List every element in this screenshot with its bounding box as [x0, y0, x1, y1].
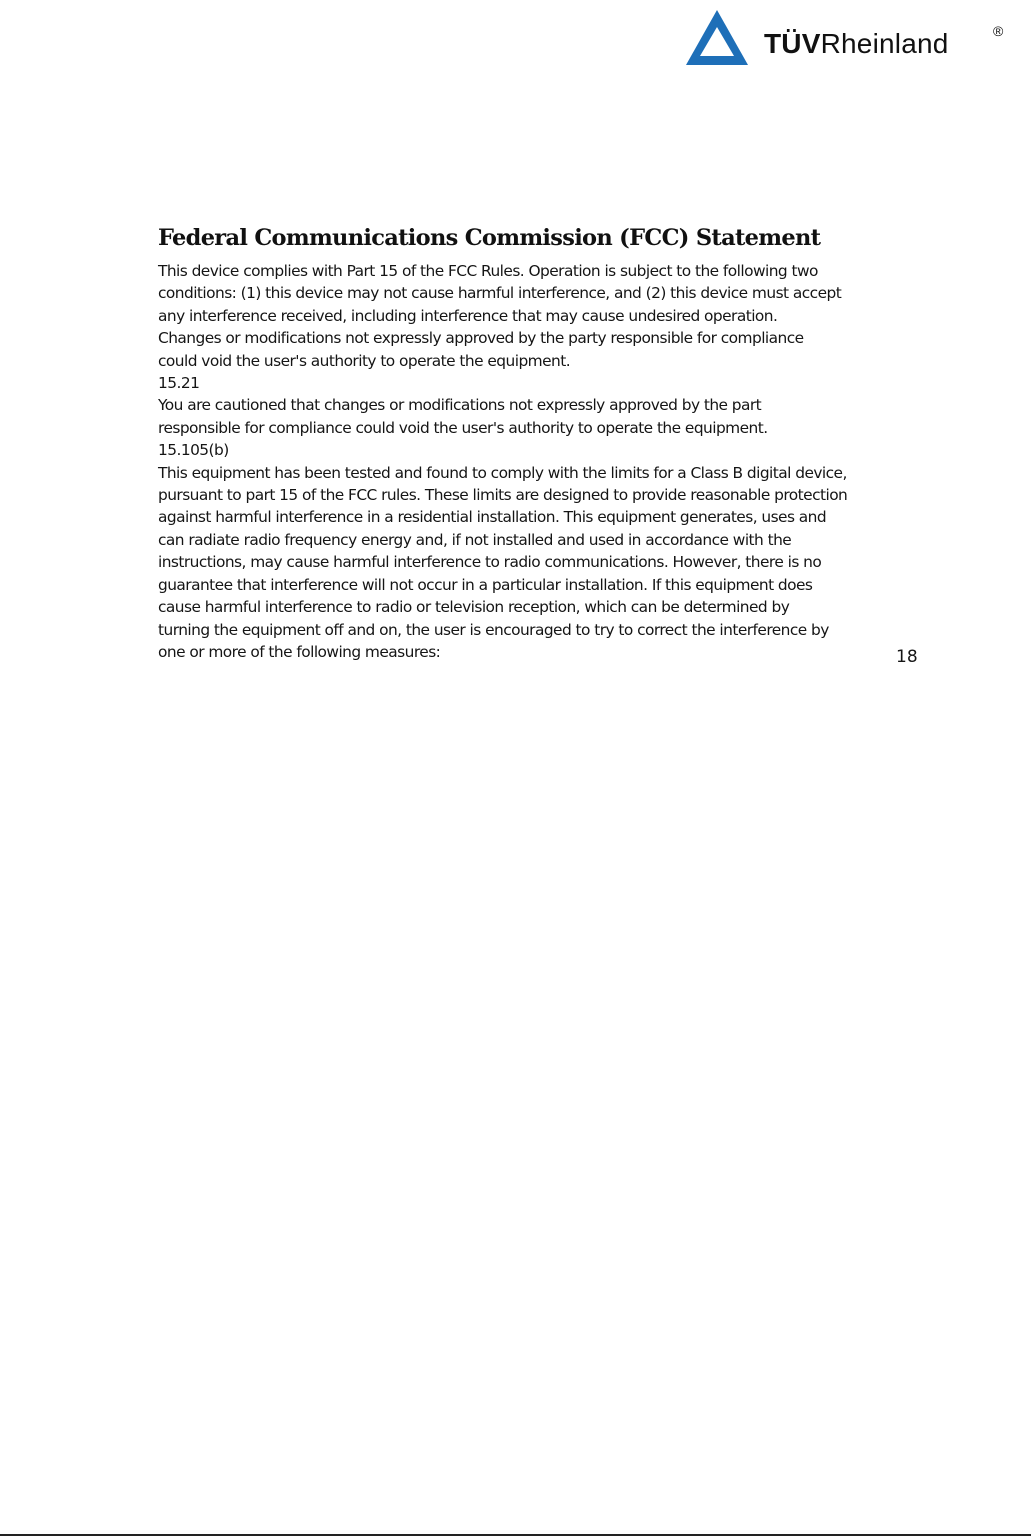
text-line: turning the equipment off and on, the user is encouraged to try to correct the interference by [158, 620, 829, 639]
text-line: guarantee that interference will not occur in a particular installation. If this equipment does [158, 575, 813, 594]
logo-brand-bold: TÜV [764, 28, 821, 59]
text-line: Changes or modifications not expressly approved by the party responsible for compliance [158, 329, 804, 348]
text-line: You are cautioned that changes or modifications not expressly approved by the part [158, 396, 762, 415]
section-ref-15-105b: 15.105(b) [158, 441, 229, 460]
text-line: against harmful interference in a residential installation. This equipment generates, uses and [158, 508, 827, 527]
text-line: any interference received, including interference that may cause undesired operation. [158, 306, 778, 325]
text-line: This equipment has been tested and found to comply with the limits for a Class B digital device, [158, 463, 847, 482]
text-line: pursuant to part 15 of the FCC rules. These limits are designed to provide reasonable protection [158, 486, 848, 505]
tuv-triangle-icon [684, 8, 750, 68]
logo-brand-regular: Rheinland [820, 28, 949, 59]
text-line: one or more of the following measures: [158, 642, 441, 661]
text-line: This device complies with Part 15 of the FCC Rules. Operation is subject to the following two [158, 262, 818, 280]
document-body [158, 222, 908, 663]
section-ref-15-21: 15.21 [158, 374, 200, 393]
text-line: can radiate radio frequency energy and, if not installed and used in accordance with the [158, 530, 792, 549]
bottom-divider [0, 1534, 1031, 1536]
text-line: conditions: (1) this device may not cause harmful interference, and (2) this device must accept [158, 284, 842, 303]
text-line: could void the user's authority to operate the equipment. [158, 351, 571, 370]
text-line: responsible for compliance could void the user's authority to operate the equipment. [158, 418, 768, 437]
logo-wordmark [764, 30, 949, 58]
text-line: cause harmful interference to radio or television reception, which can be determined by [158, 598, 790, 617]
tuv-rheinland-logo [684, 8, 1014, 70]
page-number: 18 [896, 647, 918, 667]
page-title: Federal Communications Commission (FCC) Statement [158, 225, 821, 251]
text-line: instructions, may cause harmful interference to radio communications. However, there is no [158, 553, 822, 572]
registered-mark: ® [993, 23, 1004, 39]
